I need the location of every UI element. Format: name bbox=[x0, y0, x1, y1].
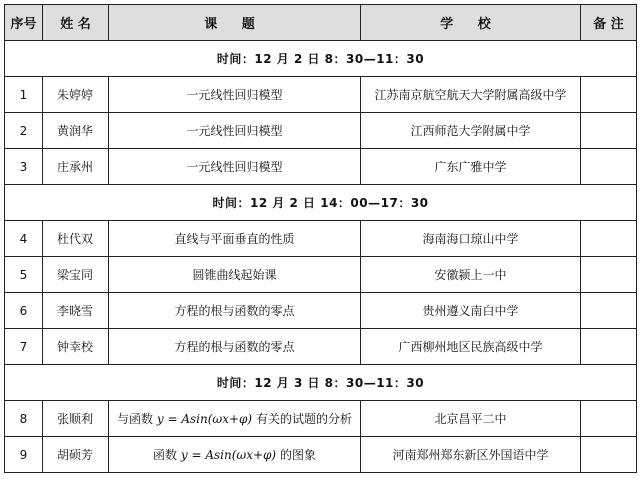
row-school: 河南郑州郑东新区外国语中学 bbox=[361, 437, 581, 473]
table-row bbox=[5, 437, 637, 473]
row-school: 贵州遵义南白中学 bbox=[361, 293, 581, 329]
topic-prefix: 函数 bbox=[153, 448, 178, 462]
row-topic: 一元线性回归模型 bbox=[109, 149, 361, 185]
header-topic: 课 题 bbox=[109, 5, 361, 41]
table-row bbox=[5, 113, 637, 149]
session-row bbox=[5, 41, 637, 77]
row-name: 庄承州 bbox=[43, 149, 109, 185]
header-school: 学 校 bbox=[361, 5, 581, 41]
row-seq: 8 bbox=[5, 401, 43, 437]
row-note bbox=[581, 329, 637, 365]
row-name: 梁宝同 bbox=[43, 257, 109, 293]
row-seq: 6 bbox=[5, 293, 43, 329]
row-school: 广东广雅中学 bbox=[361, 149, 581, 185]
row-name: 钟幸校 bbox=[43, 329, 109, 365]
row-topic: 直线与平面垂直的性质 bbox=[109, 221, 361, 257]
row-name: 杜代双 bbox=[43, 221, 109, 257]
table-row bbox=[5, 293, 637, 329]
row-note bbox=[581, 257, 637, 293]
row-seq: 1 bbox=[5, 77, 43, 113]
row-note bbox=[581, 77, 637, 113]
row-name: 朱婷婷 bbox=[43, 77, 109, 113]
topic-formula: y = Asin(ωx+φ) bbox=[156, 412, 253, 426]
row-school: 海南海口琼山中学 bbox=[361, 221, 581, 257]
header-seq: 序号 bbox=[5, 5, 43, 41]
row-seq: 9 bbox=[5, 437, 43, 473]
row-note bbox=[581, 113, 637, 149]
session-time-label: 时间：12 月 3 日 8：30—11：30 bbox=[5, 365, 637, 401]
row-topic: 方程的根与函数的零点 bbox=[109, 329, 361, 365]
session-time-label: 时间：12 月 2 日 14：00—17：30 bbox=[5, 185, 637, 221]
row-seq: 3 bbox=[5, 149, 43, 185]
row-name: 张顺利 bbox=[43, 401, 109, 437]
row-note bbox=[581, 149, 637, 185]
row-name: 黄润华 bbox=[43, 113, 109, 149]
table-row bbox=[5, 329, 637, 365]
row-note bbox=[581, 221, 637, 257]
schedule-sheet bbox=[4, 4, 636, 473]
topic-suffix: 的图象 bbox=[279, 448, 316, 462]
session-row bbox=[5, 365, 637, 401]
row-school: 江苏南京航空航天大学附属高级中学 bbox=[361, 77, 581, 113]
row-seq: 2 bbox=[5, 113, 43, 149]
topic-formula: y = Asin(ωx+φ) bbox=[180, 448, 277, 462]
row-topic: 一元线性回归模型 bbox=[109, 113, 361, 149]
row-school: 江西师范大学附属中学 bbox=[361, 113, 581, 149]
table-row bbox=[5, 221, 637, 257]
topic-suffix: 有关的试题的分析 bbox=[255, 412, 352, 426]
row-topic: 圆锥曲线起始课 bbox=[109, 257, 361, 293]
table-row bbox=[5, 401, 637, 437]
row-note bbox=[581, 401, 637, 437]
header-name: 姓 名 bbox=[43, 5, 109, 41]
row-note bbox=[581, 293, 637, 329]
schedule-table bbox=[4, 4, 637, 473]
row-name: 李晓雪 bbox=[43, 293, 109, 329]
session-row bbox=[5, 185, 637, 221]
row-topic bbox=[109, 437, 361, 473]
header-note: 备 注 bbox=[581, 5, 637, 41]
row-seq: 5 bbox=[5, 257, 43, 293]
row-name: 胡硕芳 bbox=[43, 437, 109, 473]
row-topic bbox=[109, 401, 361, 437]
row-note bbox=[581, 437, 637, 473]
header-row bbox=[5, 5, 637, 41]
row-school: 安徽颍上一中 bbox=[361, 257, 581, 293]
table-row bbox=[5, 149, 637, 185]
topic-prefix: 与函数 bbox=[117, 412, 154, 426]
row-school: 广西柳州地区民族高级中学 bbox=[361, 329, 581, 365]
table-row bbox=[5, 77, 637, 113]
session-time-label: 时间：12 月 2 日 8：30—11：30 bbox=[5, 41, 637, 77]
row-seq: 4 bbox=[5, 221, 43, 257]
row-seq: 7 bbox=[5, 329, 43, 365]
row-school: 北京昌平二中 bbox=[361, 401, 581, 437]
row-topic: 方程的根与函数的零点 bbox=[109, 293, 361, 329]
table-row bbox=[5, 257, 637, 293]
row-topic: 一元线性回归模型 bbox=[109, 77, 361, 113]
